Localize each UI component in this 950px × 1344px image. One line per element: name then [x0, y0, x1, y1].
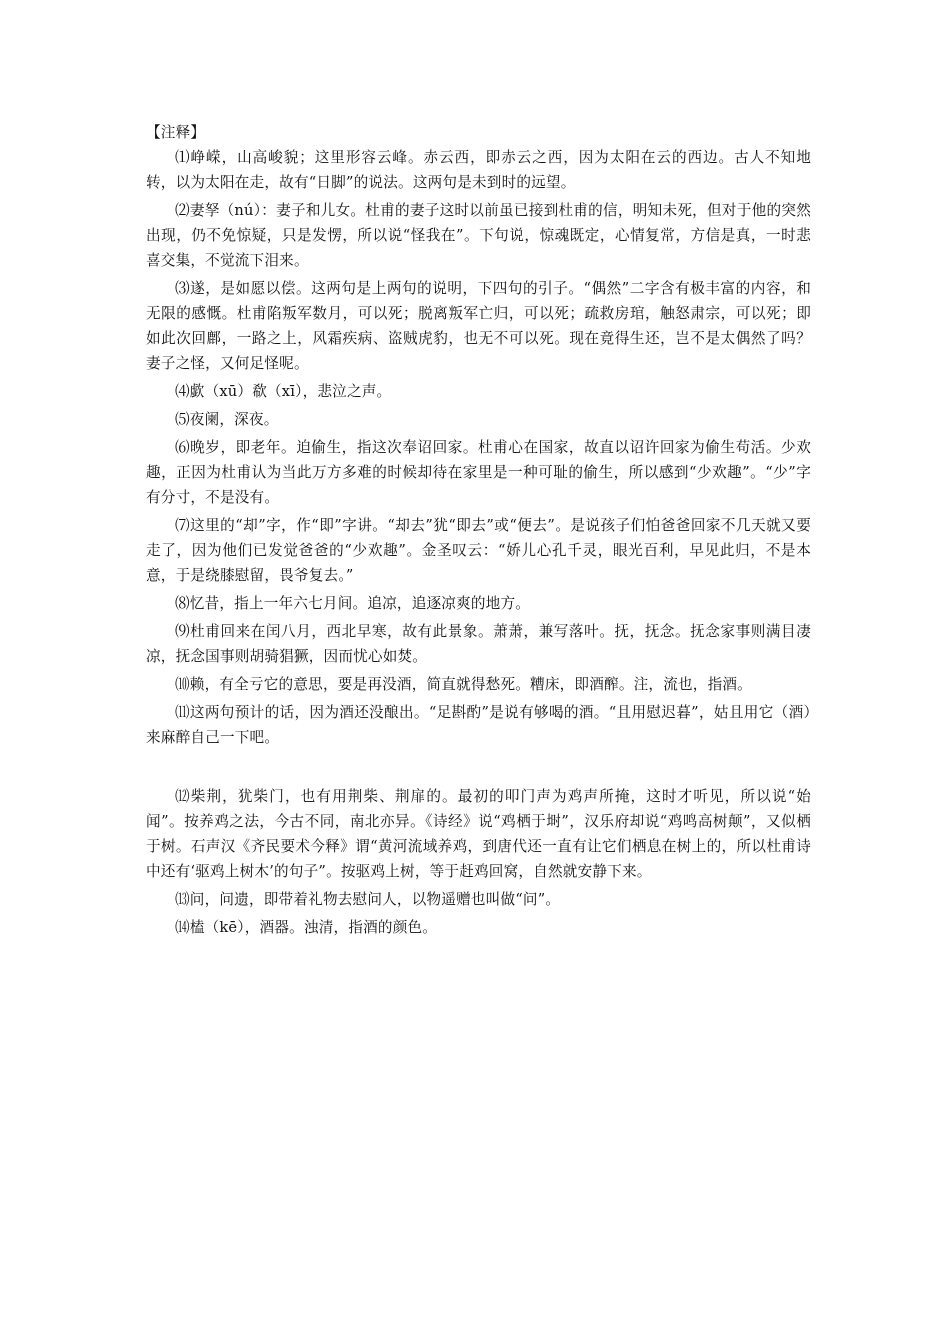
note-8: ⑻忆昔，指上一年六七月间。追凉，追逐凉爽的地方。: [175, 595, 531, 612]
note-14: ⒁榼（kē），酒器。浊清，指酒的颜色。: [175, 919, 438, 936]
document-body: [146, 120, 811, 943]
note-11: ⑾这两句预计的话，因为酒还没酿出。“足斟酌”是说有够喝的酒。“且用慰迟暮”，姑且用它（酒）来麻醉自己一下吧。: [146, 704, 811, 746]
note-5: ⑸夜阑，深夜。: [175, 411, 279, 428]
note-6: ⑹晚岁，即老年。迫偷生，指这次奉诏回家。杜甫心在国家，故直以诏许回家为偷生苟活。少欢趣，正因为杜甫认为当此万方多难的时候却待在家里是一种可耻的偷生，所以感到“少欢趣”。“少”字有分寸，不是没有。: [146, 439, 811, 506]
note-1: ⑴峥嵘，山高峻貌；这里形容云峰。赤云西，即赤云之西，因为太阳在云的西边。古人不知地转，以为太阳在走，故有“日脚”的说法。这两句是未到时的远望。: [146, 149, 811, 191]
note-10: ⑽赖，有全亏它的意思，要是再没酒，简直就得愁死。糟床，即酒醡。注，流也，指酒。: [175, 676, 752, 693]
note-7: ⑺这里的“却”字，作“即”字讲。“却去”犹“即去”或“便去”。是说孩子们怕爸爸回家不几天就又要走了，因为他们已发觉爸爸的“少欢趣”。金圣叹云：“娇儿心孔千灵，眼光百利，早见此归，不是本意，于是绕膝慰留，畏爷复去。”: [146, 517, 811, 584]
note-3: ⑶遂，是如愿以偿。这两句是上两句的说明，下四句的引子。“偶然”二字含有极丰富的内容，和无限的感慨。杜甫陷叛军数月，可以死；脱离叛军亡归，可以死；疏救房琯，触怒肃宗，可以死；即如此次回鄜，一路之上，风霜疾病、盗贼虎豹，也无不可以死。现在竟得生还，岂不是太偶然了吗？妻子之怪，又何足怪呢。: [146, 280, 811, 372]
note-9: ⑼杜甫回来在闰八月，西北早寒，故有此景象。萧萧，兼写落叶。抚，抚念。抚念家事则满目凄凉，抚念国事则胡骑猖獗，因而忧心如焚。: [146, 623, 811, 665]
note-12: ⑿柴荆，犹柴门，也有用荆柴、荆扉的。最初的叩门声为鸡声所掩，这时才听见，所以说“始闻”。按养鸡之法，今古不同，南北亦异。《诗经》说“鸡栖于埘”，汉乐府却说“鸡鸣高树颠”，又似栖于树。石声汉《齐民要术今释》谓“黄河流域养鸡，到唐代还一直有让它们栖息在树上的，所以杜甫诗中还有‘驱鸡上树木’的句子”。按驱鸡上树，等于赶鸡回窝，自然就安静下来。: [146, 788, 811, 880]
paragraph-gap: [146, 753, 811, 784]
note-4: ⑷歔（xū）欷（xī），悲泣之声。: [175, 383, 392, 400]
notes-heading: 【注释】: [146, 124, 206, 141]
note-2: ⑵妻孥（nú）：妻子和儿女。杜甫的妻子这时以前虽已接到杜甫的信，明知未死，但对于他的突然出现，仍不免惊疑，只是发愣，所以说“怪我在”。下句说，惊魂既定，心情复常，方信是真，一时悲喜交集，不觉流下泪来。: [146, 202, 811, 269]
note-13: ⒀问，问遗，即带着礼物去慰问人，以物遥赠也叫做“问”。: [175, 891, 561, 908]
